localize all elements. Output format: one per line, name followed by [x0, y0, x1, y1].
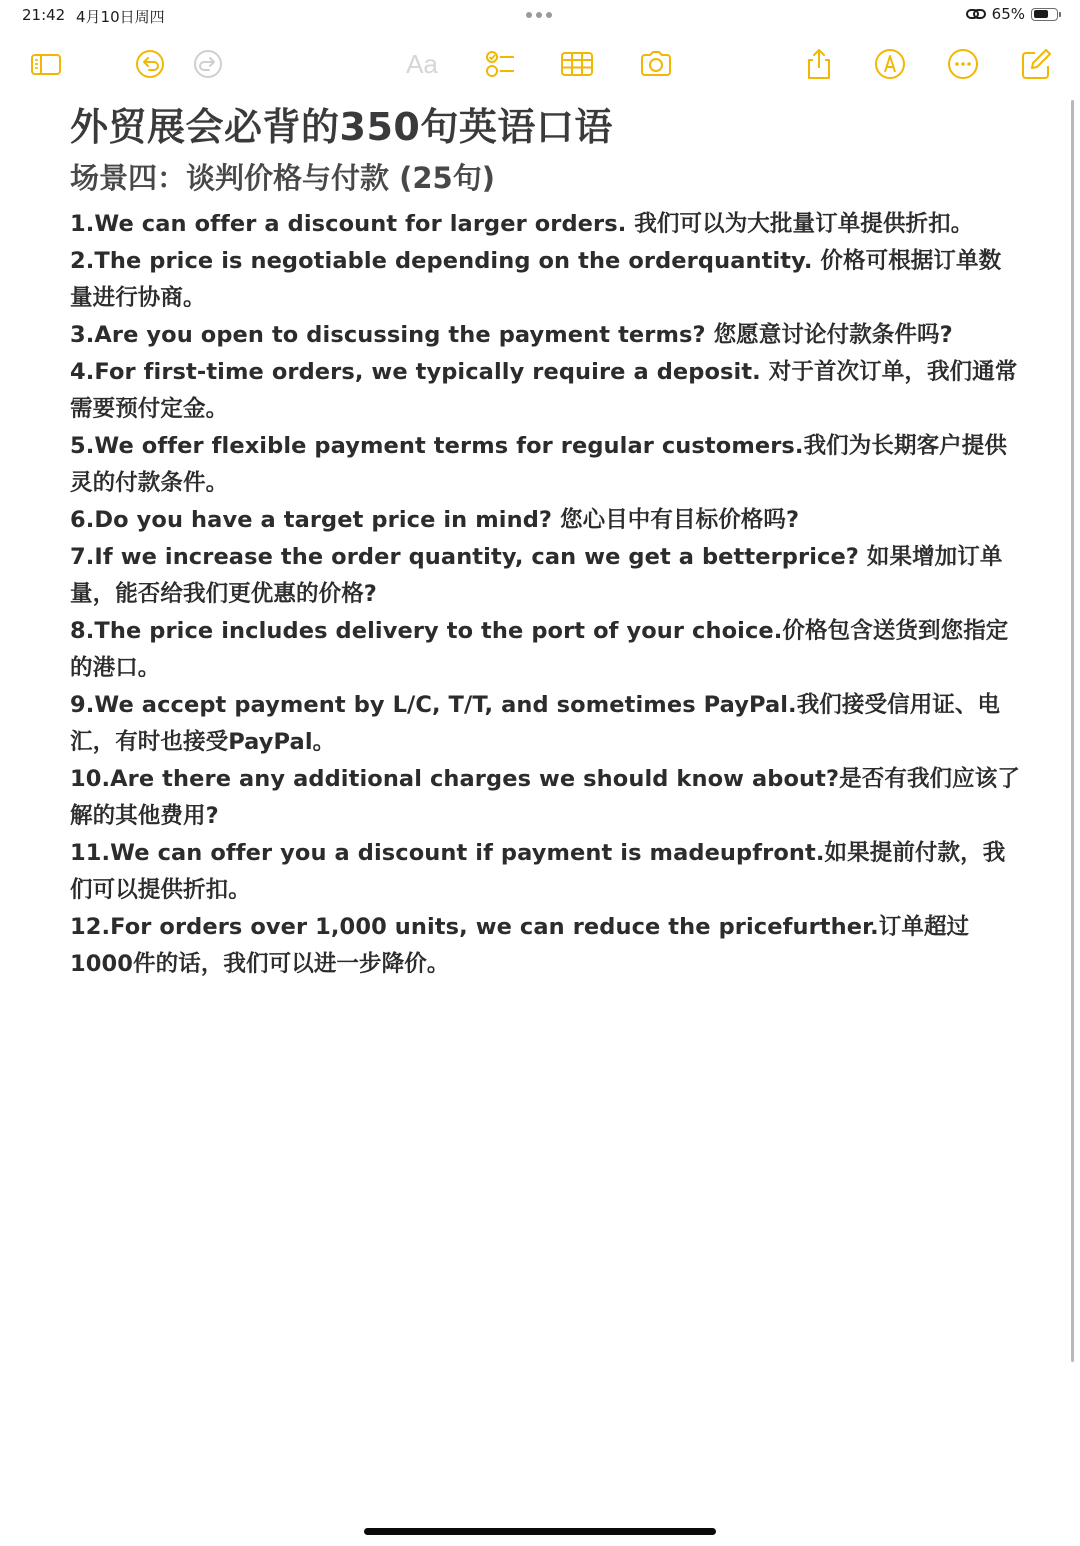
undo-button[interactable]: [130, 46, 170, 82]
undo-icon: [133, 47, 167, 81]
phrase-item: 3.Are you open to discussing the payment terms? 您愿意讨论付款条件吗?: [70, 322, 953, 348]
more-icon: [946, 47, 980, 81]
format-label: Aa: [406, 48, 438, 79]
battery-level-fill: [1034, 10, 1048, 18]
status-date: 4月10日周四: [76, 8, 165, 26]
status-time: 21:42: [22, 6, 66, 24]
checklist-icon: [483, 47, 517, 81]
scroll-indicator[interactable]: [1071, 100, 1074, 1362]
phrase-item: 8.The price includes delivery to the port of your choice.价格包含送货到您指定的港口。: [70, 618, 1009, 681]
share-button[interactable]: [799, 46, 839, 82]
markup-pen-icon: [873, 47, 907, 81]
camera-icon: [639, 47, 673, 81]
link-icon: [966, 7, 986, 21]
phrase-item: 2.The price is negotiable depending on the orderquantity. 价格可根据订单数量进行协商。: [70, 248, 1002, 311]
status-bar: [0, 0, 1080, 32]
compose-icon: [1019, 47, 1053, 81]
phrase-item: 4.For first-time orders, we typically require a deposit. 对于首次订单，我们通常需要预付定金。: [70, 359, 1018, 422]
notes-toolbar: [0, 40, 1080, 88]
format-text-button[interactable]: [402, 46, 442, 82]
multitasking-menu-icon[interactable]: [526, 12, 552, 18]
note-title: 外贸展会必背的350句英语口语: [70, 105, 613, 149]
checklist-button[interactable]: [480, 46, 520, 82]
phrase-item: 10.Are there any additional charges we should know about?是否有我们应该了解的其他费用?: [70, 766, 1020, 829]
markup-button[interactable]: [870, 46, 910, 82]
redo-icon: [191, 47, 225, 81]
battery-percentage: 65%: [991, 5, 1025, 23]
share-icon: [802, 47, 836, 81]
table-icon: [560, 47, 594, 81]
camera-button[interactable]: [636, 46, 676, 82]
phrase-item: 7.If we increase the order quantity, can we get a betterprice? 如果增加订单量，能否给我们更优惠的价格?: [70, 544, 1003, 607]
phrase-item: 1.We can offer a discount for larger orders. 我们可以为大批量订单提供折扣。: [70, 211, 974, 237]
redo-button[interactable]: [188, 46, 228, 82]
status-indicators: [966, 5, 1058, 23]
phrase-list: [70, 206, 1020, 983]
phrase-item: 9.We accept payment by L/C, T/T, and sometimes PayPal.我们接受信用证、电汇，有时也接受PayPal。: [70, 692, 1001, 755]
note-body[interactable]: [70, 100, 1020, 983]
battery-icon: [1031, 8, 1058, 21]
sidebar-icon: [29, 47, 63, 81]
sidebar-toggle-button[interactable]: [26, 46, 66, 82]
phrase-item: 12.For orders over 1,000 units, we can reduce the pricefurther.订单超过1000件的话，我们可以进一步降价。: [70, 914, 970, 977]
phrase-item: 6.Do you have a target price in mind? 您心目中有目标价格吗?: [70, 507, 800, 533]
home-indicator[interactable]: [364, 1528, 716, 1535]
table-button[interactable]: [557, 46, 597, 82]
phrase-item: 5.We offer flexible payment terms for regular customers.我们为长期客户提供灵的付款条件。: [70, 433, 1007, 496]
more-options-button[interactable]: [943, 46, 983, 82]
new-note-button[interactable]: [1016, 46, 1056, 82]
note-subtitle: 场景四：谈判价格与付款 (25句): [70, 161, 495, 195]
phrase-item: 11.We can offer you a discount if payment is madeupfront.如果提前付款，我们可以提供折扣。: [70, 840, 1006, 903]
